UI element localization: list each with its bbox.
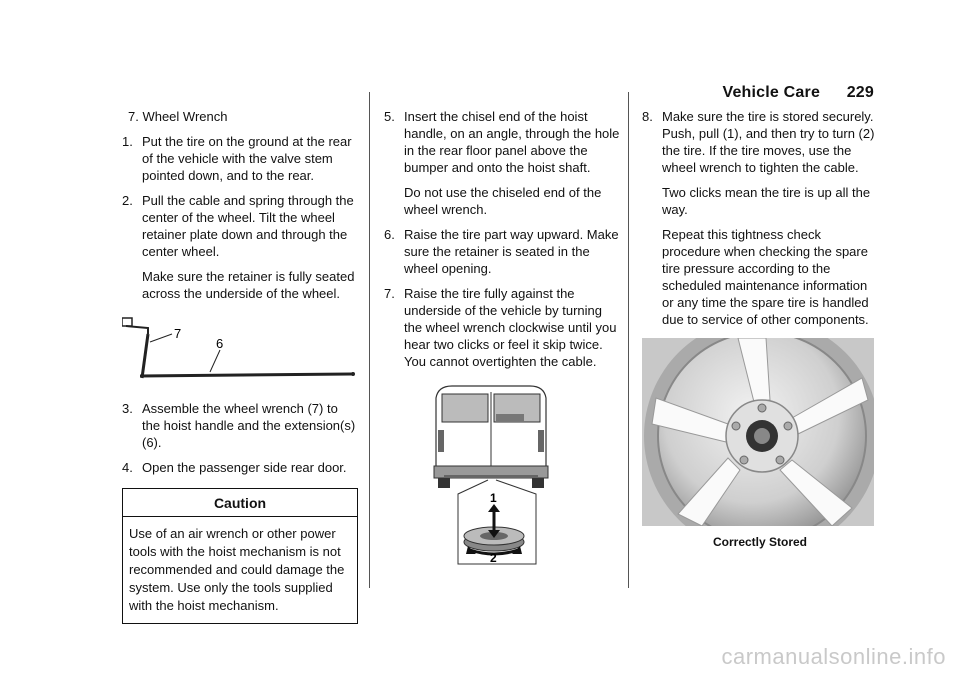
label-turn: 2 xyxy=(490,551,497,565)
step-note: Do not use the chiseled end of the wheel wrench. xyxy=(404,185,602,217)
column-divider xyxy=(628,92,629,588)
column-1 xyxy=(122,108,358,624)
step-text: Pull the cable and spring through the center of the wheel. Tilt the wheel retainer plate down and through the center wheel. xyxy=(142,193,354,259)
step-text: Raise the tire part way upward. Make sure the retainer is seated in the wheel opening. xyxy=(404,227,619,276)
step-number: 8. xyxy=(642,109,653,124)
column-2 xyxy=(384,108,620,570)
column-3 xyxy=(642,108,878,551)
wrench-handle xyxy=(142,334,148,378)
step-note: Make sure the retainer is fully seated across the underside of the wheel. xyxy=(142,269,355,301)
stored-spare-tire-photo xyxy=(642,338,874,526)
step-8 xyxy=(642,108,878,176)
wrench-extension-figure xyxy=(122,316,358,390)
step-number: 2. xyxy=(122,193,133,208)
van-rear-icon xyxy=(434,386,548,488)
step-1 xyxy=(122,133,358,184)
caution-body: Use of an air wrench or other power tools with the hoist mechanism is not recommended and could damage the system. Use only the tools supplied with the hoist mechanism. xyxy=(129,526,345,613)
label-wrench: 7 xyxy=(174,326,182,341)
step-4 xyxy=(122,459,358,476)
wrench-socket-icon xyxy=(122,318,132,326)
watermark-text: carmanualsonline.info xyxy=(721,644,946,669)
step-number: 7. xyxy=(384,286,395,301)
step-3 xyxy=(122,400,358,451)
extension-rod xyxy=(140,374,352,376)
step-5 xyxy=(384,108,620,176)
label-extension: 6 xyxy=(216,336,224,351)
step-text: Assemble the wheel wrench (7) to the hoist handle and the extension(s) (6). xyxy=(142,401,356,450)
van-hoist-figure xyxy=(384,384,620,570)
figure-caption: Correctly Stored xyxy=(712,535,808,549)
step-text: Open the passenger side rear door. xyxy=(142,460,347,475)
caution-box xyxy=(122,488,358,624)
caution-title: Caution xyxy=(123,489,357,517)
step-2 xyxy=(122,192,358,260)
step-text: Insert the chisel end of the hoist handle, on an angle, through the hole in the rear floor panel above the bumper and onto the hoist shaft. xyxy=(404,109,620,175)
step-text: Raise the tire fully against the underside of the vehicle by turning the wheel wrench clockwise until you hear two clicks or feel it skip twice. You cannot overtighten the cable. xyxy=(404,286,617,369)
step-number: 3. xyxy=(122,401,133,416)
step-number: 1. xyxy=(122,134,133,149)
step-number: 4. xyxy=(122,460,133,475)
step-7 xyxy=(384,285,620,370)
column-divider xyxy=(369,92,370,588)
list-item-wheel-wrench: 7. Wheel Wrench xyxy=(128,109,228,124)
step-6 xyxy=(384,226,620,277)
step-text: Put the tire on the ground at the rear of the vehicle with the valve stem pointed down, and to the rear. xyxy=(142,134,352,183)
step-note: Repeat this tightness check procedure when checking the spare tire pressure according to the scheduled maintenance information or any time the spare tire is handled due to service of other components. xyxy=(662,227,869,327)
page-number: 229 xyxy=(846,84,874,101)
step-number: 5. xyxy=(384,109,395,124)
step-note: Two clicks mean the tire is up all the way. xyxy=(662,185,871,217)
step-text: Make sure the tire is stored securely. Push, pull (1), and then try to turn (2) the tire. If the tire moves, use the wheel wrench to tighten the cable. xyxy=(662,109,875,175)
step-number: 6. xyxy=(384,227,395,242)
section-title: Vehicle Care xyxy=(722,84,821,101)
label-push-pull: 1 xyxy=(490,491,497,505)
page-header xyxy=(722,84,874,102)
